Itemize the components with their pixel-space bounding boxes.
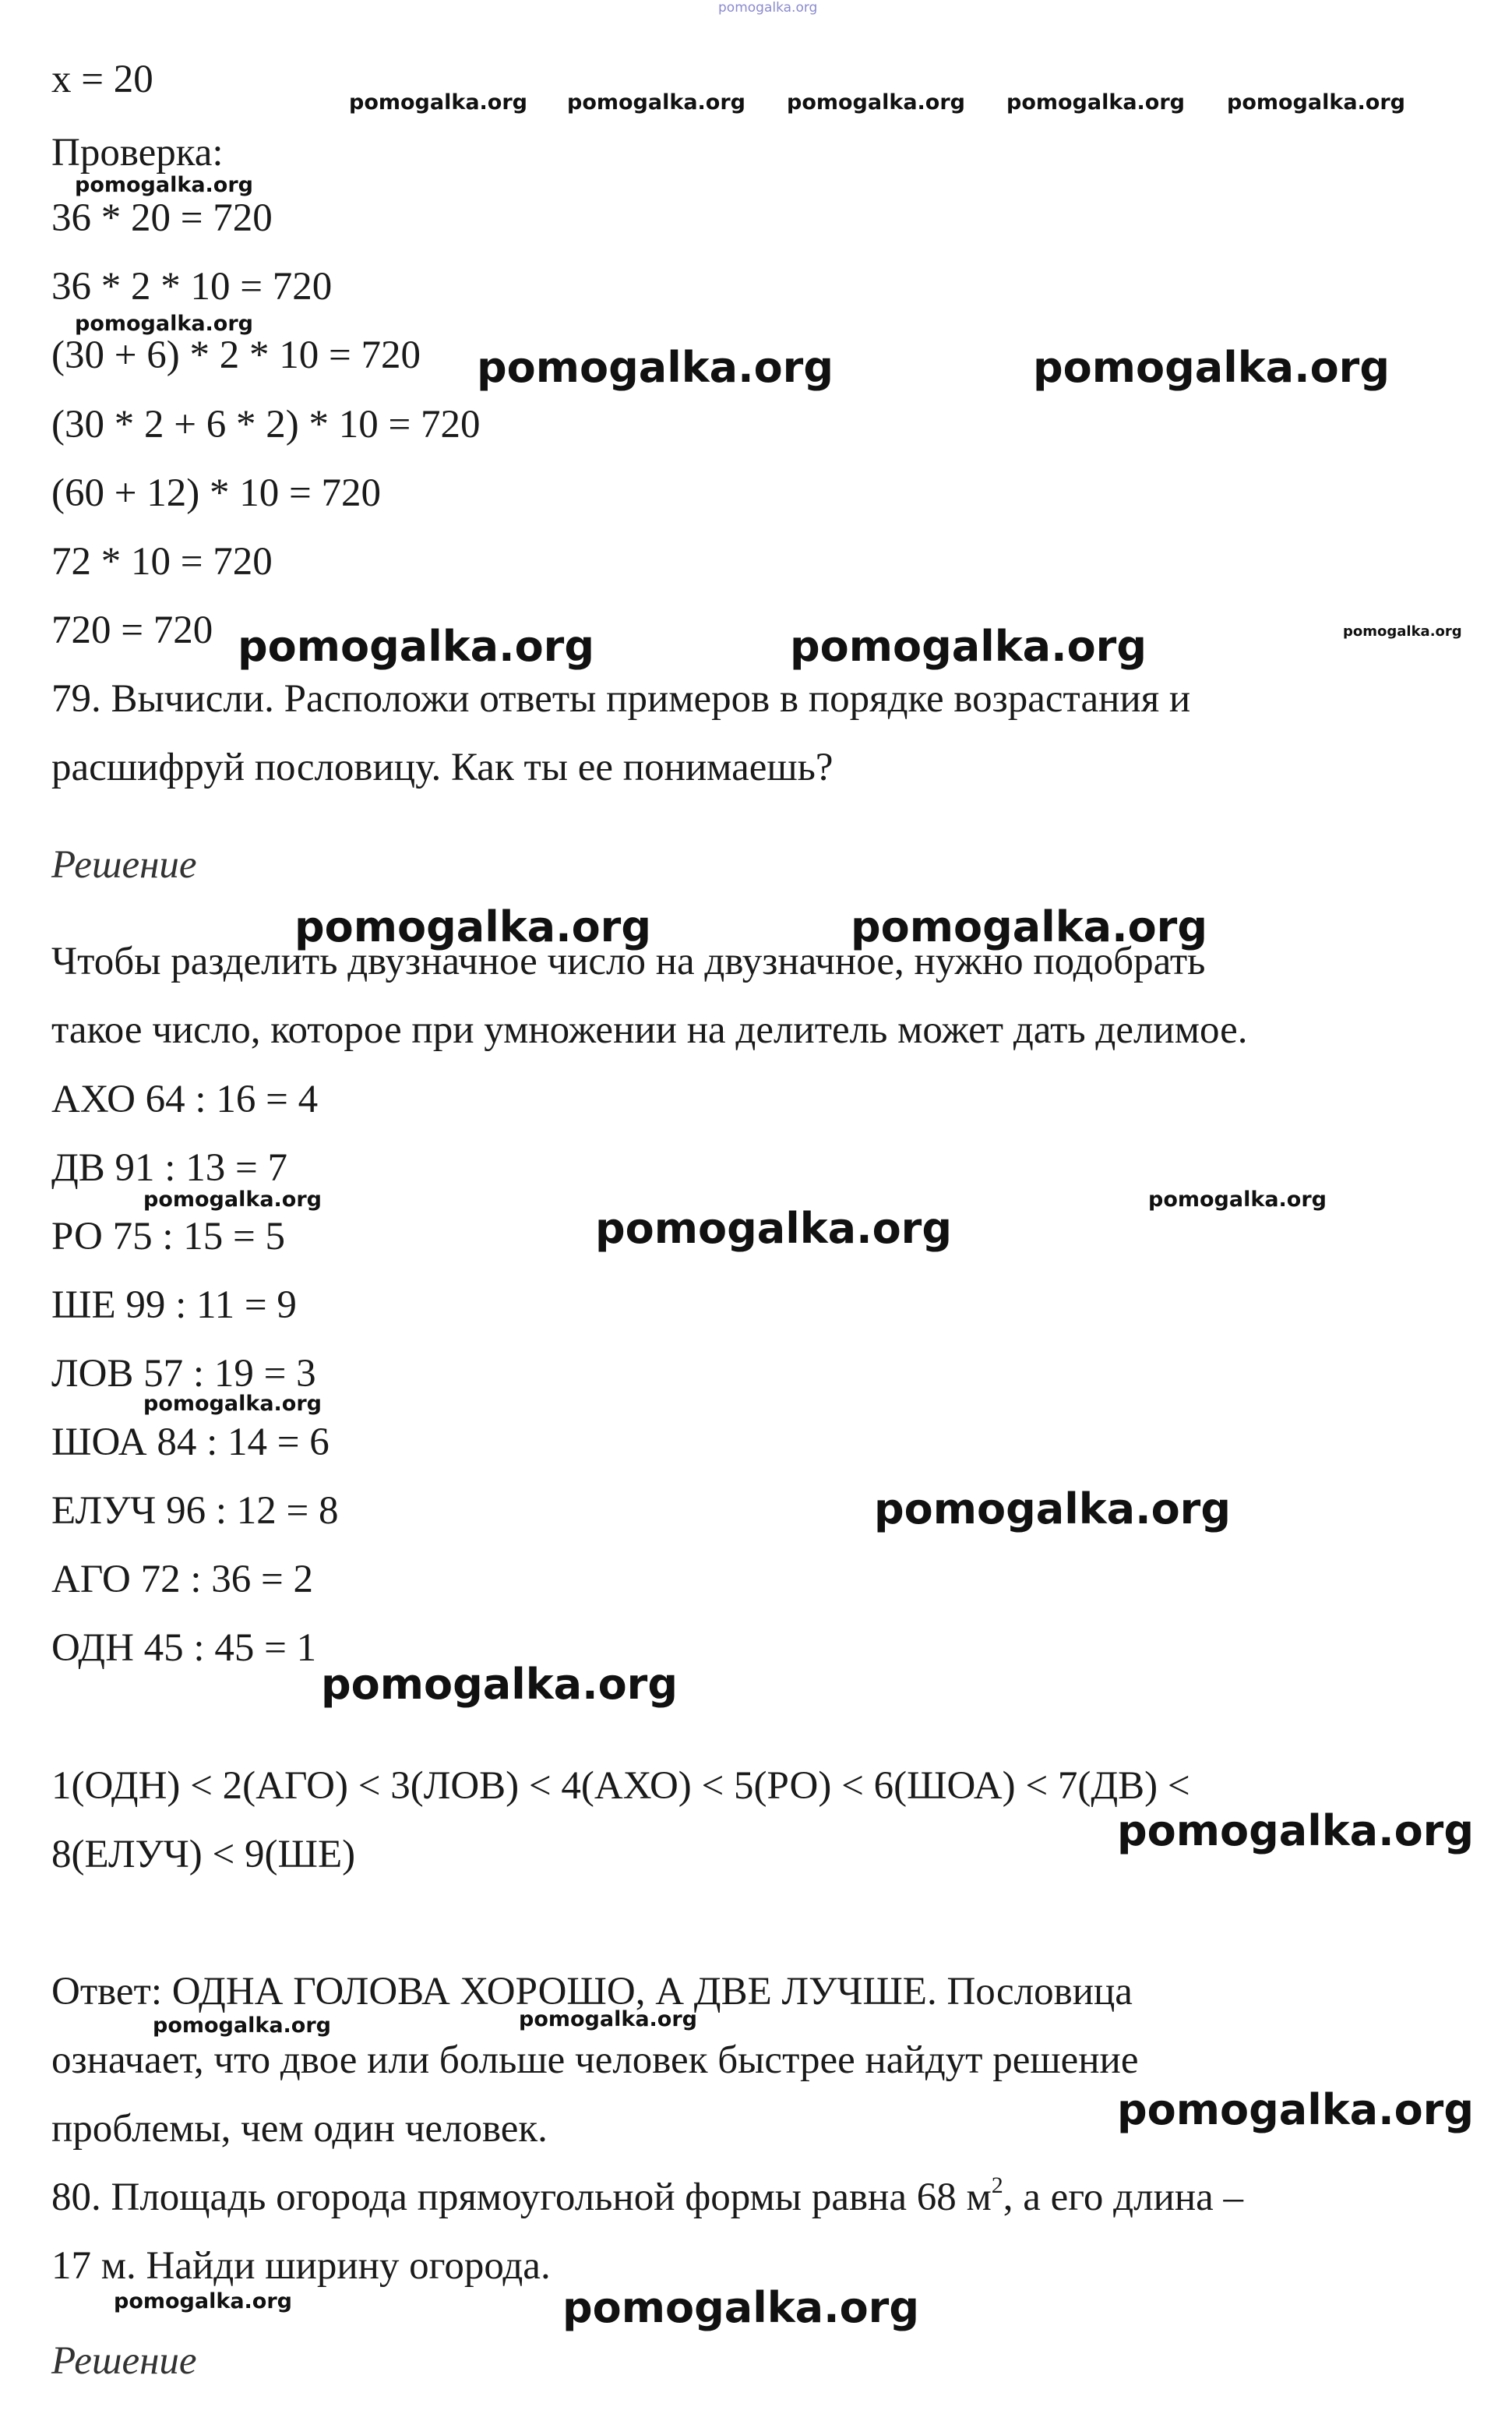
division-line: ШОА 84 : 14 = 6 xyxy=(51,1420,330,1464)
header-watermark: pomogalka.org xyxy=(718,0,818,16)
watermark: pomogalka.org xyxy=(294,902,651,951)
watermark: pomogalka.org xyxy=(567,90,745,115)
watermark: pomogalka.org xyxy=(787,90,965,115)
watermark: pomogalka.org xyxy=(349,90,527,115)
division-line: АХО 64 : 16 = 4 xyxy=(51,1078,319,1121)
watermark: pomogalka.org xyxy=(1343,623,1462,640)
check-line: (30 + 6) * 2 * 10 = 720 xyxy=(51,334,421,377)
watermark: pomogalka.org xyxy=(1227,90,1405,115)
watermark: pomogalka.org xyxy=(874,1484,1231,1533)
watermark: pomogalka.org xyxy=(595,1204,952,1253)
ordering-line: 1(ОДН) < 2(АГО) < 3(ЛОВ) < 4(АХО) < 5(РО) < 6(ШОА) < 7(ДВ) < xyxy=(51,1764,1190,1808)
answer-text: Ответ: ОДНА ГОЛОВА ХОРОШО, А ДВЕ ЛУЧШЕ. Пословица xyxy=(51,1970,1133,2013)
check-line: 72 * 10 = 720 xyxy=(51,540,273,584)
task-80-text-part: 80. Площадь огорода прямоугольной формы равна 68 м xyxy=(51,2176,992,2219)
watermark: pomogalka.org xyxy=(477,343,834,392)
watermark: pomogalka.org xyxy=(519,2007,697,2031)
task-80-text xyxy=(51,2174,1243,2221)
division-line: АГО 72 : 36 = 2 xyxy=(51,1558,314,1601)
check-line: (30 * 2 + 6 * 2) * 10 = 720 xyxy=(51,403,481,446)
check-line: 36 * 2 * 10 = 720 xyxy=(51,265,333,309)
watermark: pomogalka.org xyxy=(75,173,253,197)
division-line: ДВ 91 : 13 = 7 xyxy=(51,1146,287,1190)
superscript-2: 2 xyxy=(991,2172,1003,2198)
solution-heading: Решение xyxy=(51,2339,197,2383)
check-line: 36 * 20 = 720 xyxy=(51,196,273,240)
task-80-text: 17 м. Найди ширину огорода. xyxy=(51,2244,551,2288)
watermark: pomogalka.org xyxy=(143,1392,322,1416)
division-line: ЛОВ 57 : 19 = 3 xyxy=(51,1352,316,1396)
check-heading: Проверка: xyxy=(51,131,224,175)
task-79-text: 79. Вычисли. Расположи ответы примеров в порядке возрастания и xyxy=(51,677,1191,721)
solution-heading: Решение xyxy=(51,843,197,887)
watermark: pomogalka.org xyxy=(562,2283,919,2332)
watermark: pomogalka.org xyxy=(114,2289,292,2313)
solution-text: Чтобы разделить двузначное число на двузначное, нужно подобрать xyxy=(51,940,1206,983)
task-80-text-part: , а его длина – xyxy=(1003,2176,1244,2219)
watermark: pomogalka.org xyxy=(851,902,1207,951)
division-line: РО 75 : 15 = 5 xyxy=(51,1215,285,1258)
division-line: ОДН 45 : 45 = 1 xyxy=(51,1626,317,1670)
watermark: pomogalka.org xyxy=(1006,90,1185,115)
watermark: pomogalka.org xyxy=(143,1188,322,1212)
check-line: 720 = 720 xyxy=(51,609,213,652)
watermark: pomogalka.org xyxy=(321,1660,678,1709)
ordering-line: 8(ЕЛУЧ) < 9(ШЕ) xyxy=(51,1833,356,1876)
division-line: ШЕ 99 : 11 = 9 xyxy=(51,1283,297,1327)
watermark: pomogalka.org xyxy=(153,2013,331,2038)
watermark: pomogalka.org xyxy=(1148,1188,1327,1212)
task-79-text: расшифруй пословицу. Как ты ее понимаешь? xyxy=(51,746,834,789)
solution-text: такое число, которое при умножении на делитель может дать делимое. xyxy=(51,1008,1248,1052)
equation-line: x = 20 xyxy=(51,58,153,101)
answer-text: проблемы, чем один человек. xyxy=(51,2107,548,2151)
division-line: ЕЛУЧ 96 : 12 = 8 xyxy=(51,1489,339,1533)
watermark: pomogalka.org xyxy=(790,622,1147,671)
watermark: pomogalka.org xyxy=(238,622,594,671)
answer-text: означает, что двое или больше человек быстрее найдут решение xyxy=(51,2038,1139,2082)
watermark: pomogalka.org xyxy=(1117,2085,1474,2134)
check-line: (60 + 12) * 10 = 720 xyxy=(51,471,381,515)
watermark: pomogalka.org xyxy=(75,312,253,336)
watermark: pomogalka.org xyxy=(1033,343,1390,392)
watermark: pomogalka.org xyxy=(1117,1806,1474,1855)
